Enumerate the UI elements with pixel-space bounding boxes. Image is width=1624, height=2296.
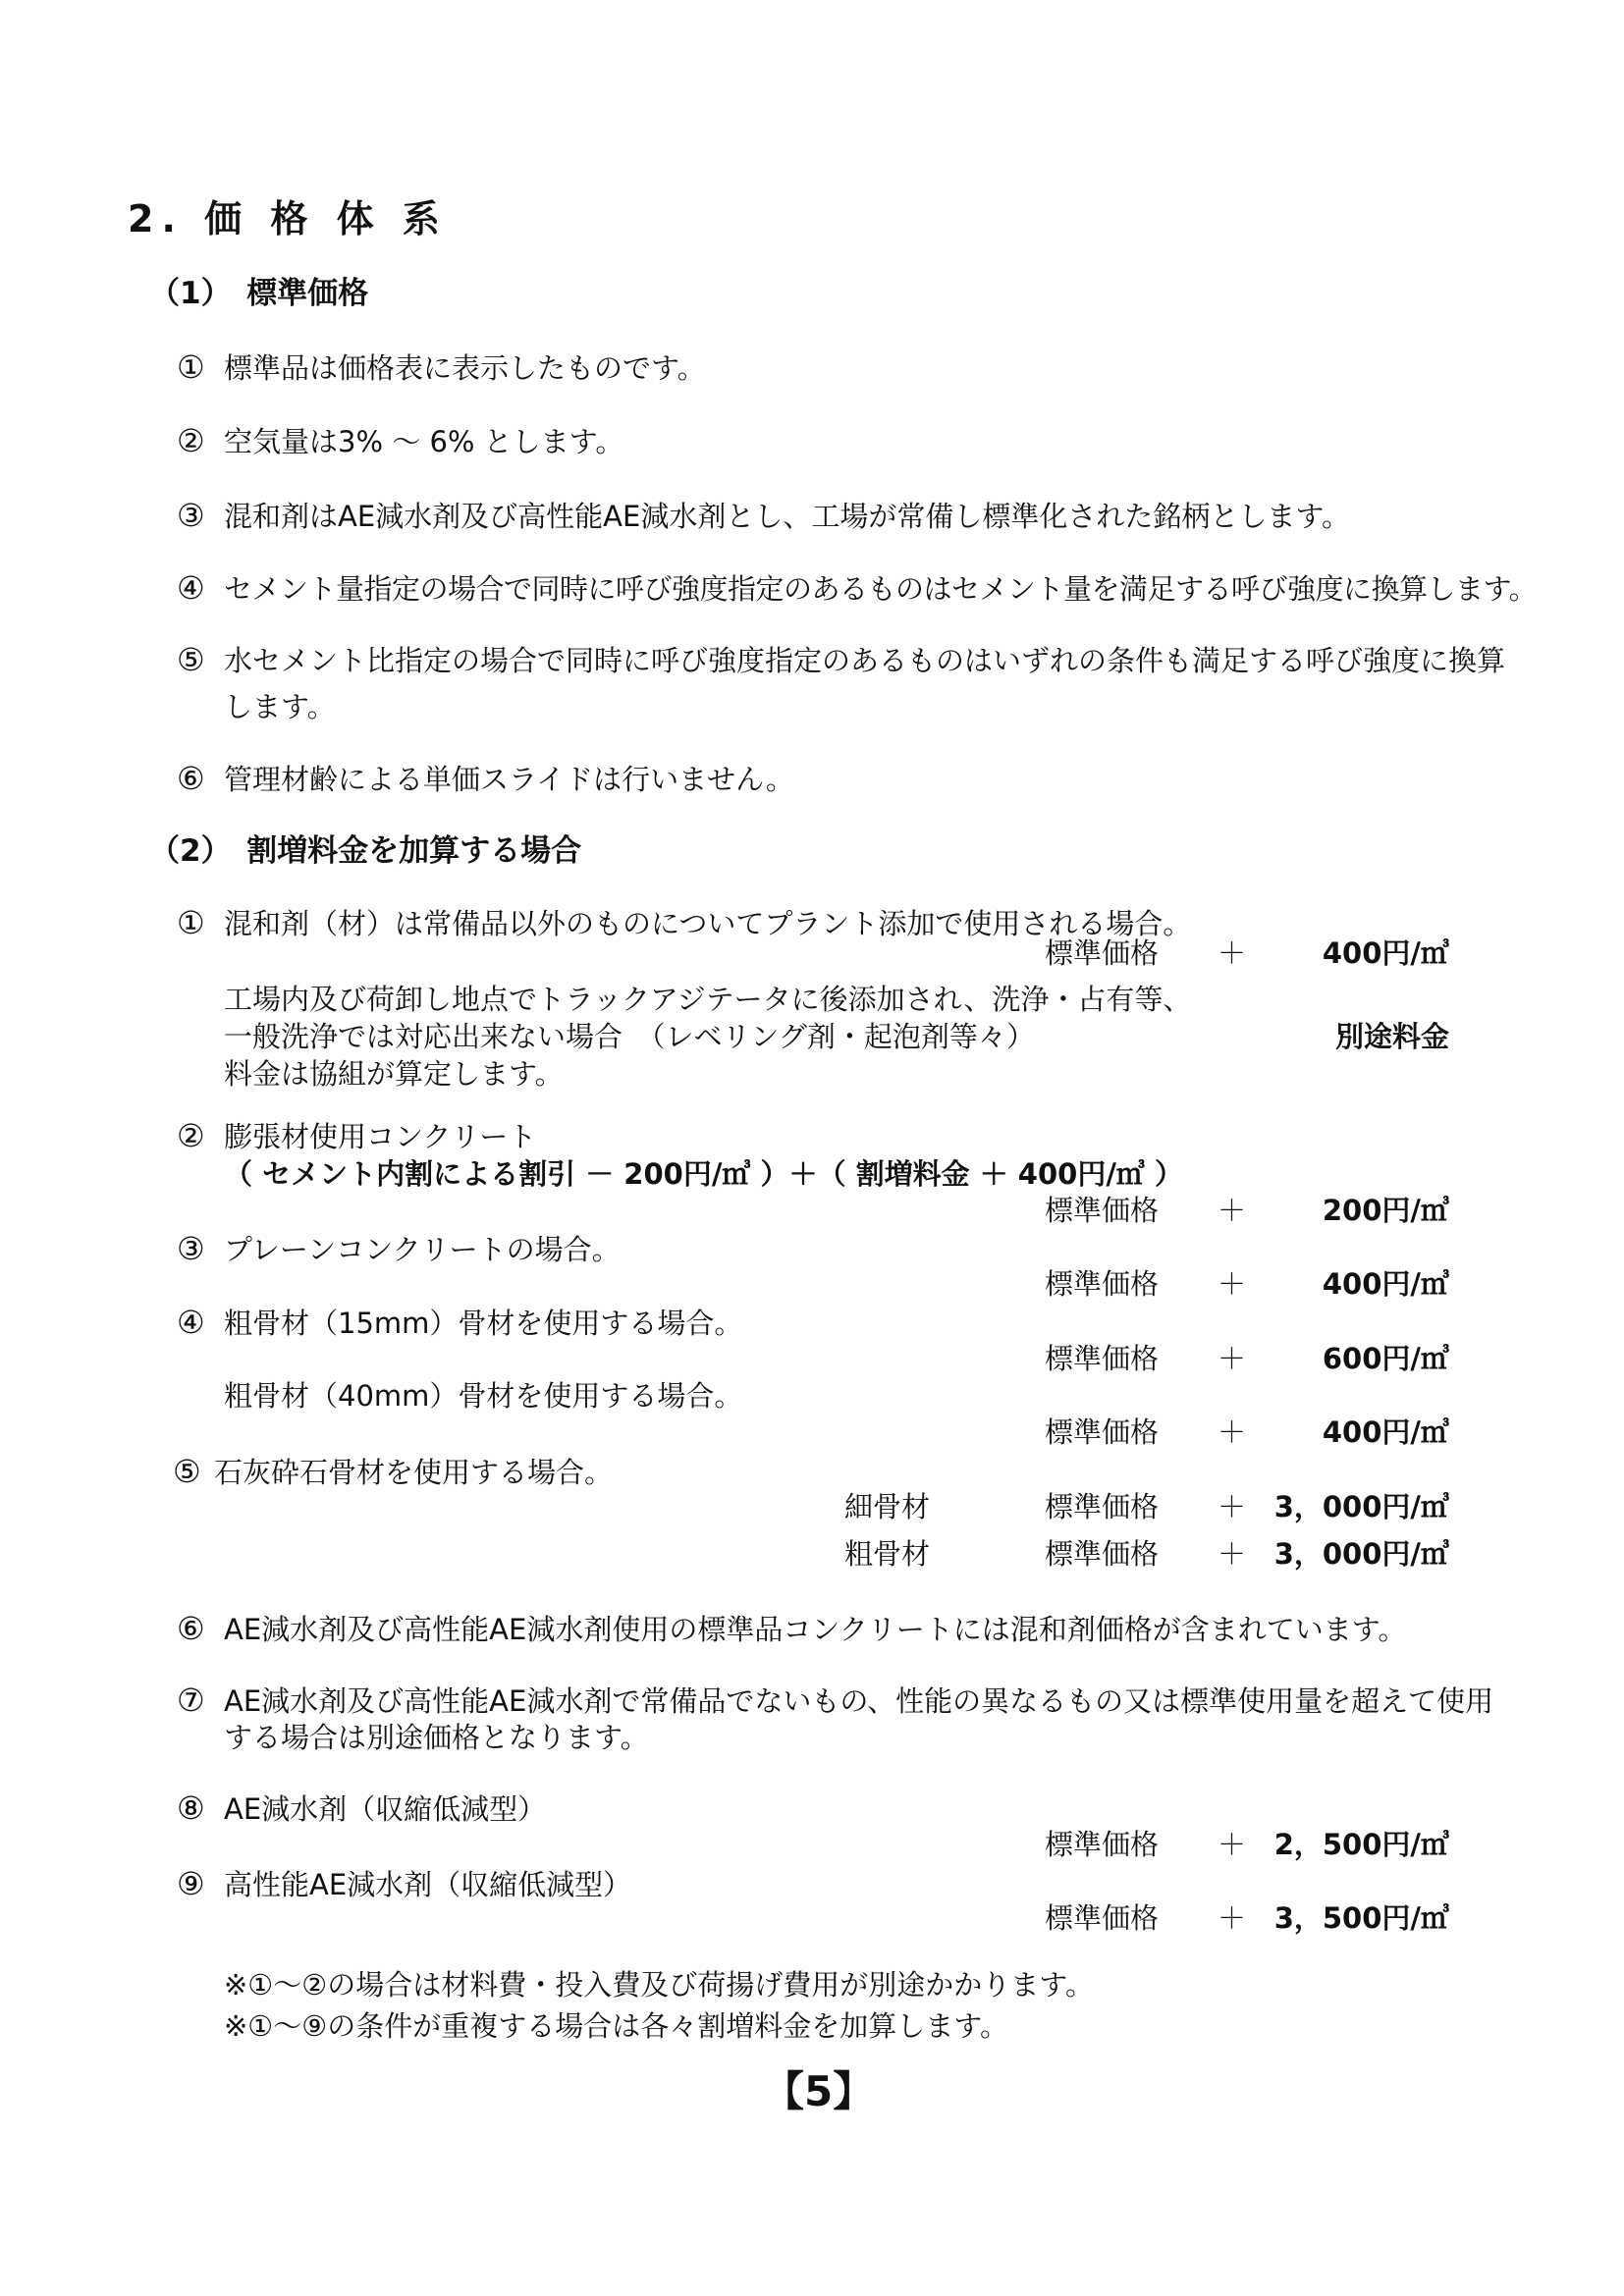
std-item-2-text: 空気量は3% ～ 6% とします。 <box>224 425 624 458</box>
plus-sign: ＋ <box>1218 1901 1247 1935</box>
extra-item-3-num: ③ <box>177 1230 205 1267</box>
price-value: 3，000円/㎥ <box>1273 1537 1449 1571</box>
std-item-5-text: 水セメント比指定の場合で同時に呼び強度指定のあるものはいずれの条件も満足する呼び強度に換算 <box>224 644 1506 677</box>
extra-item-9-num: ⑨ <box>177 1865 205 1902</box>
extra-item-7-text: AE減水剤及び高性能AE減水剤で常備品でないもの、性能の異なるもの又は標準使用量を超えて使用 <box>224 1684 1494 1718</box>
extra-item-2-text: 膨張材使用コンクリート <box>224 1120 537 1153</box>
plus-sign: ＋ <box>1218 1415 1247 1449</box>
std-item-5-num: ⑤ <box>177 641 205 678</box>
plus-sign: ＋ <box>1218 1194 1247 1227</box>
standard-price-label: 標準価格 <box>1045 1490 1160 1523</box>
price-value: 400円/㎥ <box>1322 1267 1449 1301</box>
std-item-5-cont: します。 <box>224 690 336 723</box>
coarse-aggregate-label: 粗骨材 <box>844 1537 931 1571</box>
extra-item-4b-text: 粗骨材（40mm）骨材を使用する場合。 <box>224 1379 743 1413</box>
extra-item-1-note-line3: 料金は協組が算定します。 <box>224 1057 564 1091</box>
std-item-4-text: セメント量指定の場合で同時に呼び強度指定のあるものはセメント量を満足する呼び強度に換算します。 <box>224 572 1538 606</box>
standard-price-label: 標準価格 <box>1045 1194 1160 1227</box>
plus-sign: ＋ <box>1218 1828 1247 1861</box>
extra-item-5-text: 石灰砕石骨材を使用する場合。 <box>214 1456 614 1489</box>
footnote-2: ※①～⑨の条件が重複する場合は各々割増料金を加算します。 <box>224 2009 1008 2043</box>
extra-item-9-text: 高性能AE減水剤（収縮低減型） <box>224 1868 632 1901</box>
plus-sign: ＋ <box>1218 1490 1247 1523</box>
separate-fee-label: 別途料金 <box>1334 1020 1449 1053</box>
std-item-1-num: ① <box>177 348 205 386</box>
fine-aggregate-label: 細骨材 <box>844 1490 931 1523</box>
price-value: 400円/㎥ <box>1322 936 1449 970</box>
extra-item-1-note-line2: 一般洗浄では対応出来ない場合 （レベリング剤・起泡剤等々） <box>224 1020 1035 1053</box>
extra-item-2-sub: （ セメント内割による割引 － 200円/㎥ ）＋（ 割増料金 ＋ 400円/㎥ ） <box>224 1157 1184 1191</box>
price-value: 400円/㎥ <box>1322 1415 1449 1449</box>
standard-price-label: 標準価格 <box>1045 1901 1160 1935</box>
std-item-6-text: 管理材齢による単価スライドは行いません。 <box>224 763 794 796</box>
plus-sign: ＋ <box>1218 1267 1247 1301</box>
std-item-4-num: ④ <box>177 569 205 607</box>
standard-price-label: 標準価格 <box>1045 1415 1160 1449</box>
standard-price-label: 標準価格 <box>1045 1537 1160 1571</box>
std-item-3-text: 混和剤はAE減水剤及び高性能AE減水剤とし、工場が常備し標準化された銘柄とします。 <box>224 500 1351 533</box>
extra-item-8-num: ⑧ <box>177 1789 205 1827</box>
std-heading: （1） 標準価格 <box>149 276 369 311</box>
standard-price-label: 標準価格 <box>1045 936 1160 970</box>
extra-item-6-num: ⑥ <box>177 1610 205 1647</box>
extra-item-7-cont: する場合は別途価格となります。 <box>224 1721 649 1754</box>
std-item-1-text: 標準品は価格表に表示したものです。 <box>224 351 706 385</box>
extra-item-6-text: AE減水剤及び高性能AE減水剤使用の標準品コンクリートには混和剤価格が含まれています。 <box>224 1613 1407 1646</box>
extra-item-8-text: AE減水剤（収縮低減型） <box>224 1792 547 1826</box>
extra-item-7-num: ⑦ <box>177 1682 205 1719</box>
price-value: 200円/㎥ <box>1322 1194 1449 1227</box>
price-value: 600円/㎥ <box>1322 1342 1449 1375</box>
extra-item-4-text: 粗骨材（15mm）骨材を使用する場合。 <box>224 1307 743 1340</box>
plus-sign: ＋ <box>1218 1537 1247 1571</box>
std-item-2-num: ② <box>177 422 205 459</box>
extra-item-2-num: ② <box>177 1117 205 1154</box>
extra-heading: （2） 割増料金を加算する場合 <box>149 833 582 869</box>
price-value: 3，500円/㎥ <box>1273 1901 1449 1935</box>
price-value: 3，000円/㎥ <box>1273 1490 1449 1523</box>
extra-item-1-text: 混和剤（材）は常備品以外のものについてプラント添加で使用される場合。 <box>224 907 1192 940</box>
extra-item-1-note-line1: 工場内及び荷卸し地点でトラックアジテータに後添加され、洗浄・占有等、 <box>224 983 1192 1016</box>
standard-price-label: 標準価格 <box>1045 1828 1160 1861</box>
std-item-6-num: ⑥ <box>177 760 205 797</box>
price-value: 2，500円/㎥ <box>1273 1828 1449 1861</box>
plus-sign: ＋ <box>1218 1342 1247 1375</box>
standard-price-label: 標準価格 <box>1045 1342 1160 1375</box>
extra-item-4-num: ④ <box>177 1304 205 1341</box>
plus-sign: ＋ <box>1218 936 1247 970</box>
section-title: 2. 価 格 体 系 <box>128 197 448 240</box>
std-item-3-num: ③ <box>177 497 205 534</box>
extra-item-1-num: ① <box>177 904 205 941</box>
page-number: 【5】 <box>763 2067 875 2115</box>
standard-price-label: 標準価格 <box>1045 1267 1160 1301</box>
footnote-1: ※①～②の場合は材料費・投入費及び荷揚げ費用が別途かかります。 <box>224 1968 1094 2002</box>
extra-item-3-text: プレーンコンクリートの場合。 <box>224 1233 621 1266</box>
extra-item-5-num: ⑤ <box>173 1453 201 1490</box>
